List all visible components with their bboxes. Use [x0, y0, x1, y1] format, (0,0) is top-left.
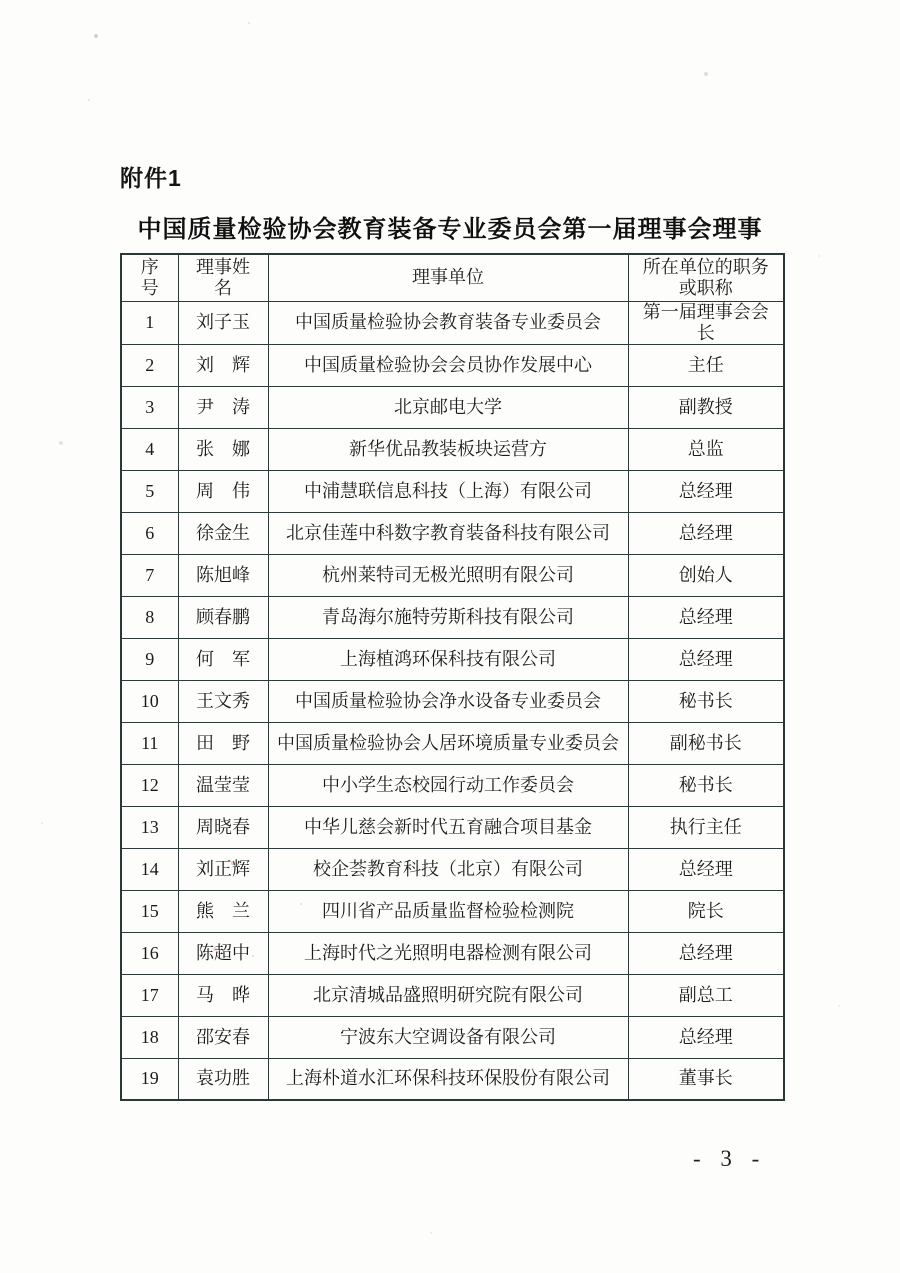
serial-number-cell: 18 — [121, 1016, 178, 1058]
director-name-cell: 刘正辉 — [178, 848, 268, 890]
position-title-cell: 总经理 — [628, 596, 784, 638]
position-title-cell: 副总工 — [628, 974, 784, 1016]
position-title-cell: 院长 — [628, 890, 784, 932]
position-title-cell: 秘书长 — [628, 680, 784, 722]
header-director-name: 理事姓名 — [178, 254, 268, 301]
director-name-cell: 刘 辉 — [178, 344, 268, 386]
table-row — [121, 596, 784, 638]
director-name-cell: 张 娜 — [178, 428, 268, 470]
director-unit-cell: 上海植鸿环保科技有限公司 — [268, 638, 628, 680]
position-title-cell: 创始人 — [628, 554, 784, 596]
director-name-cell: 田 野 — [178, 722, 268, 764]
table-row — [121, 301, 784, 344]
director-name-cell: 何 军 — [178, 638, 268, 680]
director-name-cell: 顾春鹏 — [178, 596, 268, 638]
table-row — [121, 890, 784, 932]
director-unit-cell: 中浦慧联信息科技（上海）有限公司 — [268, 470, 628, 512]
attachment-label: 附件1 — [120, 165, 182, 191]
table-row — [121, 1016, 784, 1058]
director-name-cell: 徐金生 — [178, 512, 268, 554]
director-name-cell: 陈旭峰 — [178, 554, 268, 596]
director-unit-cell: 北京佳莲中科数字教育装备科技有限公司 — [268, 512, 628, 554]
table-row — [121, 974, 784, 1016]
position-title-cell: 秘书长 — [628, 764, 784, 806]
director-unit-cell: 中华儿慈会新时代五育融合项目基金 — [268, 806, 628, 848]
position-title-cell: 总监 — [628, 428, 784, 470]
position-title-cell: 总经理 — [628, 638, 784, 680]
serial-number-cell: 4 — [121, 428, 178, 470]
director-unit-cell: 中小学生态校园行动工作委员会 — [268, 764, 628, 806]
director-unit-cell: 北京邮电大学 — [268, 386, 628, 428]
serial-number-cell: 11 — [121, 722, 178, 764]
serial-number-cell: 12 — [121, 764, 178, 806]
director-unit-cell: 中国质量检验协会教育装备专业委员会 — [268, 301, 628, 344]
serial-number-cell: 15 — [121, 890, 178, 932]
table-row — [121, 428, 784, 470]
director-name-cell: 刘子玉 — [178, 301, 268, 344]
serial-number-cell: 17 — [121, 974, 178, 1016]
director-name-cell: 邵安春 — [178, 1016, 268, 1058]
table-row — [121, 932, 784, 974]
director-unit-cell: 新华优品教装板块运营方 — [268, 428, 628, 470]
position-title-cell: 总经理 — [628, 470, 784, 512]
director-unit-cell: 宁波东大空调设备有限公司 — [268, 1016, 628, 1058]
table-row — [121, 722, 784, 764]
table-row — [121, 680, 784, 722]
position-title-cell: 总经理 — [628, 512, 784, 554]
header-position-title: 所在单位的职务或职称 — [628, 254, 784, 301]
director-name-cell: 周 伟 — [178, 470, 268, 512]
director-unit-cell: 中国质量检验协会会员协作发展中心 — [268, 344, 628, 386]
table-row — [121, 638, 784, 680]
council-table-body — [121, 301, 784, 1100]
director-unit-cell: 校企荟教育科技（北京）有限公司 — [268, 848, 628, 890]
table-row — [121, 470, 784, 512]
position-title-cell: 副教授 — [628, 386, 784, 428]
serial-number-cell: 19 — [121, 1058, 178, 1100]
director-unit-cell: 中国质量检验协会人居环境质量专业委员会 — [268, 722, 628, 764]
serial-number-cell: 13 — [121, 806, 178, 848]
table-row — [121, 848, 784, 890]
director-name-cell: 周晓春 — [178, 806, 268, 848]
table-row — [121, 512, 784, 554]
council-members-table — [120, 253, 785, 1101]
serial-number-cell: 7 — [121, 554, 178, 596]
director-name-cell: 陈超中 — [178, 932, 268, 974]
position-title-cell: 主任 — [628, 344, 784, 386]
table-row — [121, 806, 784, 848]
table-header-row — [121, 254, 784, 301]
director-unit-cell: 中国质量检验协会净水设备专业委员会 — [268, 680, 628, 722]
position-title-cell: 执行主任 — [628, 806, 784, 848]
table-row — [121, 386, 784, 428]
position-title-cell: 第一届理事会会长 — [628, 301, 784, 344]
serial-number-cell: 2 — [121, 344, 178, 386]
director-unit-cell: 杭州莱特司无极光照明有限公司 — [268, 554, 628, 596]
position-title-cell: 总经理 — [628, 932, 784, 974]
director-unit-cell: 四川省产品质量监督检验检测院 — [268, 890, 628, 932]
position-title-cell: 总经理 — [628, 848, 784, 890]
table-row — [121, 554, 784, 596]
scan-noise-speckles — [0, 0, 2, 2]
serial-number-cell: 6 — [121, 512, 178, 554]
director-unit-cell: 上海朴道水汇环保科技环保股份有限公司 — [268, 1058, 628, 1100]
serial-number-cell: 3 — [121, 386, 178, 428]
director-name-cell: 袁功胜 — [178, 1058, 268, 1100]
table-row — [121, 344, 784, 386]
serial-number-cell: 5 — [121, 470, 178, 512]
director-name-cell: 马 晔 — [178, 974, 268, 1016]
director-unit-cell: 青岛海尔施特劳斯科技有限公司 — [268, 596, 628, 638]
director-name-cell: 温莹莹 — [178, 764, 268, 806]
serial-number-cell: 1 — [121, 301, 178, 344]
serial-number-cell: 9 — [121, 638, 178, 680]
director-unit-cell: 北京清城品盛照明研究院有限公司 — [268, 974, 628, 1016]
serial-number-cell: 10 — [121, 680, 178, 722]
position-title-cell: 董事长 — [628, 1058, 784, 1100]
director-name-cell: 王文秀 — [178, 680, 268, 722]
header-director-unit: 理事单位 — [268, 254, 628, 301]
header-serial-number: 序号 — [121, 254, 178, 301]
director-name-cell: 熊 兰 — [178, 890, 268, 932]
table-row — [121, 1058, 784, 1100]
serial-number-cell: 16 — [121, 932, 178, 974]
director-unit-cell: 上海时代之光照明电器检测有限公司 — [268, 932, 628, 974]
position-title-cell: 副秘书长 — [628, 722, 784, 764]
position-title-cell: 总经理 — [628, 1016, 784, 1058]
director-name-cell: 尹 涛 — [178, 386, 268, 428]
document-title: 中国质量检验协会教育装备专业委员会第一届理事会理事 — [137, 216, 763, 243]
serial-number-cell: 8 — [121, 596, 178, 638]
serial-number-cell: 14 — [121, 848, 178, 890]
page-number: - 3 - — [693, 1146, 767, 1171]
table-row — [121, 764, 784, 806]
